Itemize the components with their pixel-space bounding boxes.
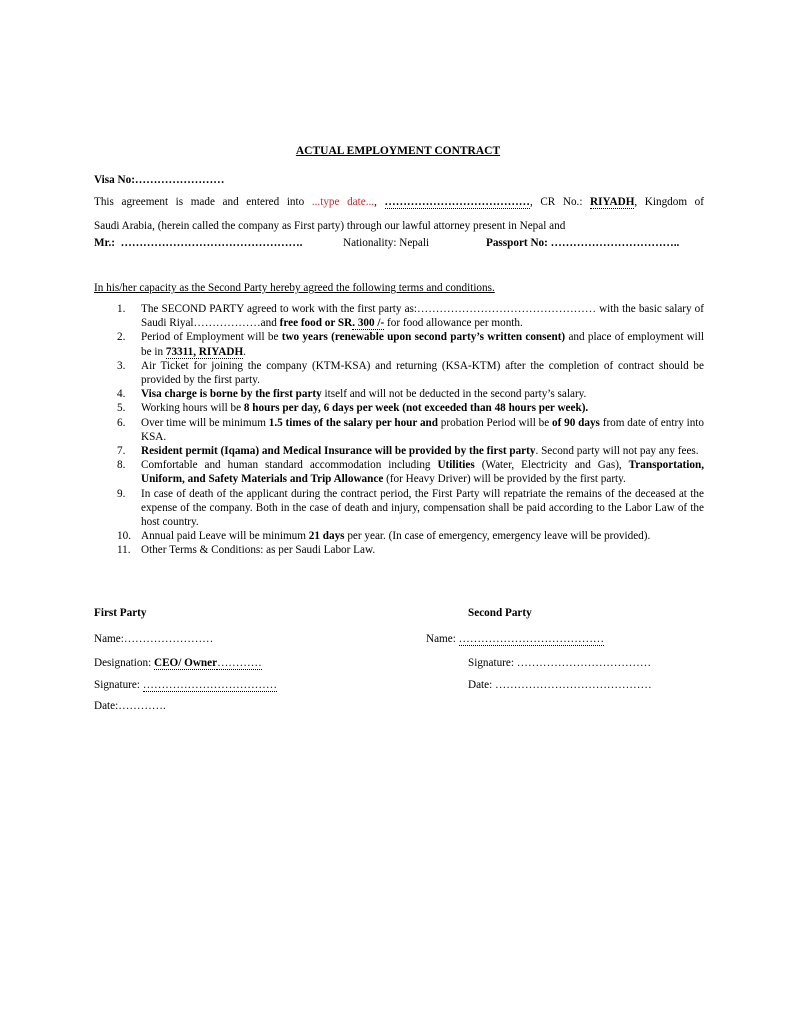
designation-blank[interactable]: ………… [217, 657, 262, 669]
agreement-line-2: Saudi Arabia, (herein called the company as First party) through our lawful attorney present in Nepal and [94, 220, 566, 232]
second-party-date-line [468, 679, 652, 691]
term-text: itself and will not be deducted in the second party’s salary. [321, 388, 587, 401]
term-text: Other Terms & Conditions: as per Saudi Labor Law. [141, 544, 376, 557]
term-item [94, 302, 704, 330]
passport-number-blank[interactable]: …………………………….. [550, 237, 680, 249]
term-text: 1.5 times of the salary per hour and [268, 416, 438, 429]
designation-label: Designation: [94, 657, 154, 669]
term-number: 10. [117, 530, 131, 543]
term-text: Resident permit (Iqama) and Medical Insurance will be provided by the first party [141, 445, 536, 458]
first-party-date-label: Date: [94, 700, 119, 712]
term-text: The SECOND PARTY agreed to work with the first party as:………………………………………… with the basic salary of Saudi Riyal……………… [141, 303, 704, 330]
first-party-heading: First Party [94, 607, 147, 619]
term-number: 6. [117, 416, 126, 429]
term-text: from date of entry into KSA. [141, 416, 704, 443]
agreement-comma: , [374, 196, 385, 208]
term-text: . [243, 345, 246, 358]
term-number: 5. [117, 402, 126, 415]
term-text: of 90 days [552, 416, 600, 429]
agreement-paragraph [94, 190, 704, 238]
second-party-signature-blank[interactable]: ……………………………… [516, 657, 652, 669]
first-party-name-label: Name: [94, 633, 124, 645]
term-text: for food allowance per month. [384, 317, 523, 330]
term-item [94, 416, 704, 444]
term-text: per year. (In case of emergency, emergency leave will be provided). [344, 530, 651, 543]
date-placeholder-field[interactable]: ...type date... [311, 196, 375, 208]
term-text: and place of employment will be in [141, 331, 704, 358]
term-text: Annual paid Leave will be minimum [141, 530, 309, 543]
term-text: Visa charge is borne by the first party [141, 388, 322, 401]
term-number: 4. [117, 388, 126, 401]
term-item [94, 487, 704, 530]
term-item [94, 359, 704, 387]
term-number: 2. [117, 331, 126, 344]
term-number: 1. [117, 303, 126, 315]
visa-number-blank[interactable]: …………………… [134, 174, 225, 186]
term-number: 7. [117, 445, 126, 458]
term-text: free food or SR [279, 317, 353, 330]
term-text: Air Ticket for joining the company (KTM-KSA) and returning (KSA-KTM) after the completion of contract should be provided by the first party. [141, 359, 704, 387]
first-party-date-blank[interactable]: …………. [118, 700, 166, 712]
term-text: 8 hours per day, 6 days per week (not exceeded than 48 hours per week). [243, 402, 589, 415]
term-text: two years (renewable upon second party’s written consent) [281, 331, 566, 344]
term-text: 73311, RIYADH [165, 345, 244, 358]
term-text: (for Heavy Driver) will be provided by the first party. [383, 473, 626, 486]
term-text: probation Period will be [438, 416, 553, 429]
passport-line [486, 237, 679, 249]
visa-label: Visa No: [94, 174, 135, 186]
term-item [94, 444, 704, 458]
agreement-line-1 [94, 190, 704, 214]
terms-intro: In his/her capacity as the Second Party hereby agreed the following terms and conditions. [94, 282, 495, 294]
terms-list [94, 302, 704, 558]
company-name-blank[interactable]: ………………………………… [384, 196, 530, 208]
designation-line [94, 657, 262, 669]
passport-label: Passport No: [486, 237, 548, 249]
first-party-name-line [94, 633, 213, 645]
designation-value: CEO/ Owner [153, 657, 218, 669]
second-party-heading: Second Party [468, 607, 532, 619]
mr-line [94, 237, 302, 249]
term-number: 3. [117, 359, 126, 372]
term-item [94, 458, 704, 486]
nationality-text: Nationality: Nepali [343, 237, 430, 249]
term-text: and [260, 317, 280, 330]
term-text: (Water, Electricity and Gas), [474, 459, 629, 472]
term-text: Working hours will be [141, 402, 244, 415]
first-party-signature-blank[interactable]: ……………………………… [142, 679, 278, 691]
term-text: Over time will be minimum [141, 416, 269, 429]
second-party-name-label: Name: [426, 633, 459, 645]
term-number: 9. [117, 487, 126, 500]
term-text: Transportation, Uniform, and Safety Materials and Trip Allowance [141, 459, 704, 486]
agreement-suffix: , Kingdom of [634, 196, 704, 208]
term-text: Period of Employment will be [141, 331, 282, 344]
term-text: Comfortable and human standard accommodation including [141, 459, 438, 472]
second-party-signature-label: Signature: [468, 657, 517, 669]
first-party-signature-line [94, 679, 277, 691]
cr-city-value: RIYADH [590, 196, 635, 208]
second-party-date-blank[interactable]: …………………………………… [495, 679, 652, 691]
term-text: 21 days [308, 530, 345, 543]
agreement-prefix: This agreement is made and entered into [94, 196, 312, 208]
term-item [94, 330, 704, 358]
second-party-signature-line [468, 657, 651, 669]
term-number: 8. [117, 459, 126, 472]
term-text: . 300 /- [352, 317, 385, 330]
term-text: In case of death of the applicant during the contract period, the First Party will repatriate the remains of the deceased at the expense of the company. Both in the case of death and injury, compensation shall be paid according to the Labor Law of the host country. [141, 487, 704, 529]
term-item [94, 387, 704, 401]
document-title: ACTUAL EMPLOYMENT CONTRACT [295, 145, 501, 157]
term-text: . Second party will not pay any fees. [535, 445, 699, 458]
mr-name-blank[interactable]: …………………………………………. [120, 237, 303, 249]
second-party-name-blank[interactable]: ………………………………… [458, 633, 605, 645]
term-number: 11. [117, 544, 131, 557]
first-party-signature-label: Signature: [94, 679, 143, 691]
first-party-name-blank[interactable]: …………………… [123, 633, 214, 645]
term-item [94, 401, 704, 415]
term-item [94, 543, 704, 557]
mr-label: Mr.: [94, 237, 116, 249]
second-party-date-label: Date: [468, 679, 496, 691]
cr-label: , CR No.: [529, 196, 591, 208]
second-party-name-line [426, 633, 604, 645]
visa-line [94, 174, 224, 186]
term-text: Utilities [437, 459, 475, 472]
term-item [94, 529, 704, 543]
first-party-date-line [94, 700, 166, 712]
